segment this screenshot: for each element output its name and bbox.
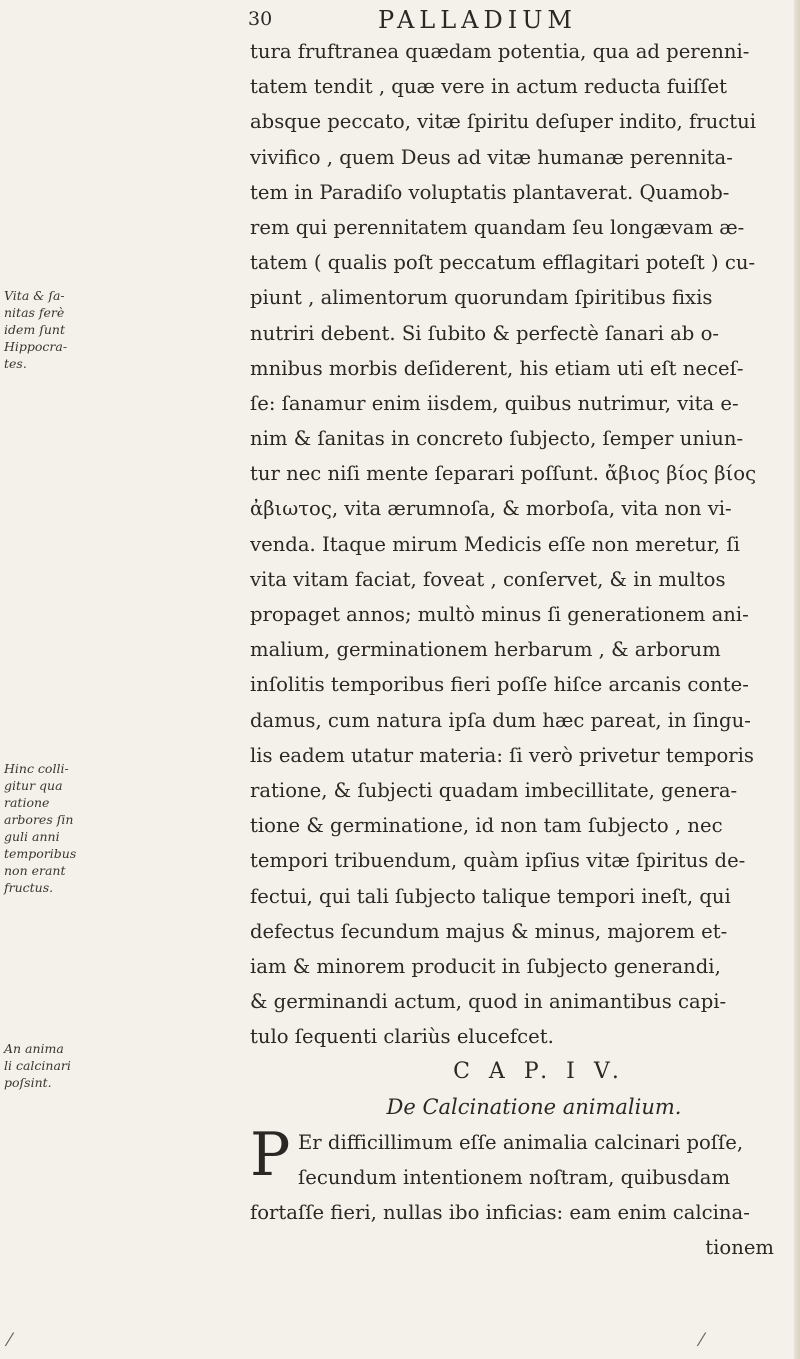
text-line: absque peccato, vitæ ſpiritu deſuper indito, fructui — [250, 110, 756, 134]
text-line: tempori tribuendum, quàm ipſius vitæ ſpiritus de- — [250, 849, 746, 873]
text-line: ſe: ſanamur enim iisdem, quibus nutrimur, vita e- — [250, 391, 739, 415]
page-number: 30 — [248, 8, 273, 30]
text-line: inſolitis temporibus fieri poſſe hiſce arcanis conte- — [250, 673, 749, 697]
text-line: tione & germinatione, id non tam ſubjecto , nec — [250, 814, 723, 838]
marginal-note-hinc-colligitur — [4, 760, 82, 896]
marginal-note-line: tes. — [4, 356, 27, 371]
chapter-title: De Calcinatione animalium. — [386, 1094, 682, 1119]
text-line: vita vitam faciat, foveat , conſervet, & in multos — [250, 567, 726, 591]
marginal-note-line: idem ſunt — [4, 322, 65, 337]
marginal-note-line: gitur qua — [4, 778, 63, 793]
text-line: tulo ſequenti clariùs elucefcet. — [250, 1025, 554, 1049]
text-line: fectui, qui tali ſubjecto talique tempori ineſt, qui — [250, 884, 731, 908]
text-line: defectus ſecundum majus & minus, majorem et- — [250, 919, 728, 943]
chapter-heading: C A P. I V. — [453, 1059, 625, 1085]
text-line: nutriri debent. Si ſubito & perfectè ſanari ab o- — [250, 321, 719, 345]
marginal-note-line: guli anni — [4, 829, 60, 844]
marginal-note-line: Hippocra- — [4, 339, 68, 354]
text-line: tura fruftranea quædam potentia, qua ad perenni- — [250, 40, 750, 63]
marginal-note-line: Vita & ſa- — [4, 288, 65, 303]
text-line: tatem ( qualis poſt peccatum efflagitari poteſt ) cu- — [250, 251, 756, 275]
text-line: rem qui perennitatem quandam ſeu longævam æ- — [250, 215, 745, 239]
drop-cap: P — [250, 1119, 291, 1190]
catchword: tionem — [705, 1236, 774, 1260]
marginal-note-line: temporibus — [4, 846, 77, 861]
text-line: venda. Itaque mirum Medicis eſſe non meretur, ſi — [250, 532, 740, 556]
ink-mark: ⁄ — [700, 1330, 704, 1351]
page-edge-shadow — [794, 0, 800, 1359]
marginal-note-an-animali — [4, 1040, 82, 1091]
text-line: nim & ſanitas in concreto ſubjecto, ſemper uniun- — [250, 427, 744, 451]
marginal-note-line: nitas ferè — [4, 305, 65, 320]
text-line: tem in Paradiſo voluptatis plantaverat. Quamob- — [250, 180, 730, 204]
marginal-note-line: non erant — [4, 863, 66, 878]
running-title: PALLADIUM — [378, 6, 578, 34]
text-line: vivifico , quem Deus ad vitæ humanæ perennita- — [250, 145, 733, 169]
marginal-note-line: poſsint. — [4, 1075, 52, 1090]
text-line: propaget annos; multò minus ſi generationem ani- — [250, 603, 749, 626]
text-line: mnibus morbis deſiderent, his etiam uti eſt neceſ- — [250, 356, 744, 380]
marginal-note-line: An anima — [4, 1041, 64, 1056]
text-line: ἀβιωτος, vita ærumnoſa, & morboſa, vita non vi- — [250, 497, 732, 521]
text-line: fortaſſe fieri, nullas ibo inficias: eam enim calcina- — [250, 1201, 750, 1225]
text-line: malium, germinationem herbarum , & arborum — [250, 638, 721, 662]
marginal-note-line: arbores ſin — [4, 812, 74, 827]
text-line: piunt , alimentorum quorundam ſpiritibus fixis — [250, 286, 713, 310]
text-line: ſecundum intentionem noſtram, quibusdam — [298, 1166, 731, 1189]
text-line: tatem tendit , quæ vere in actum reducta fuiſſet — [250, 75, 728, 99]
marginal-note-line: ratione — [4, 795, 50, 810]
text-line: damus, cum natura ipſa dum hæc pareat, in ſingu- — [250, 708, 751, 732]
ink-mark: ⁄ — [8, 1330, 12, 1351]
text-line: & germinandi actum, quod in animantibus capi- — [250, 990, 727, 1014]
marginal-note-vita-sanitas — [4, 287, 82, 372]
text-line: ratione, & ſubjecti quadam imbecillitate, genera- — [250, 778, 738, 802]
chapter-opening — [250, 1119, 788, 1195]
marginal-note-line: fructus. — [4, 880, 54, 895]
text-line: lis eadem utatur materia: ſi verò privetur temporis — [250, 743, 754, 767]
text-line: tur nec niſi mente ſeparari poſſunt. ἄβιος βίος βίος — [250, 462, 757, 486]
marginal-note-line: li calcinari — [4, 1058, 71, 1073]
text-line: Er difficillimum eſſe animalia calcinari poſſe, — [298, 1130, 744, 1154]
main-text-block — [250, 34, 788, 1266]
text-line: iam & minorem producit in ſubjecto generandi, — [250, 954, 721, 978]
marginal-note-line: Hinc colli- — [4, 761, 69, 776]
